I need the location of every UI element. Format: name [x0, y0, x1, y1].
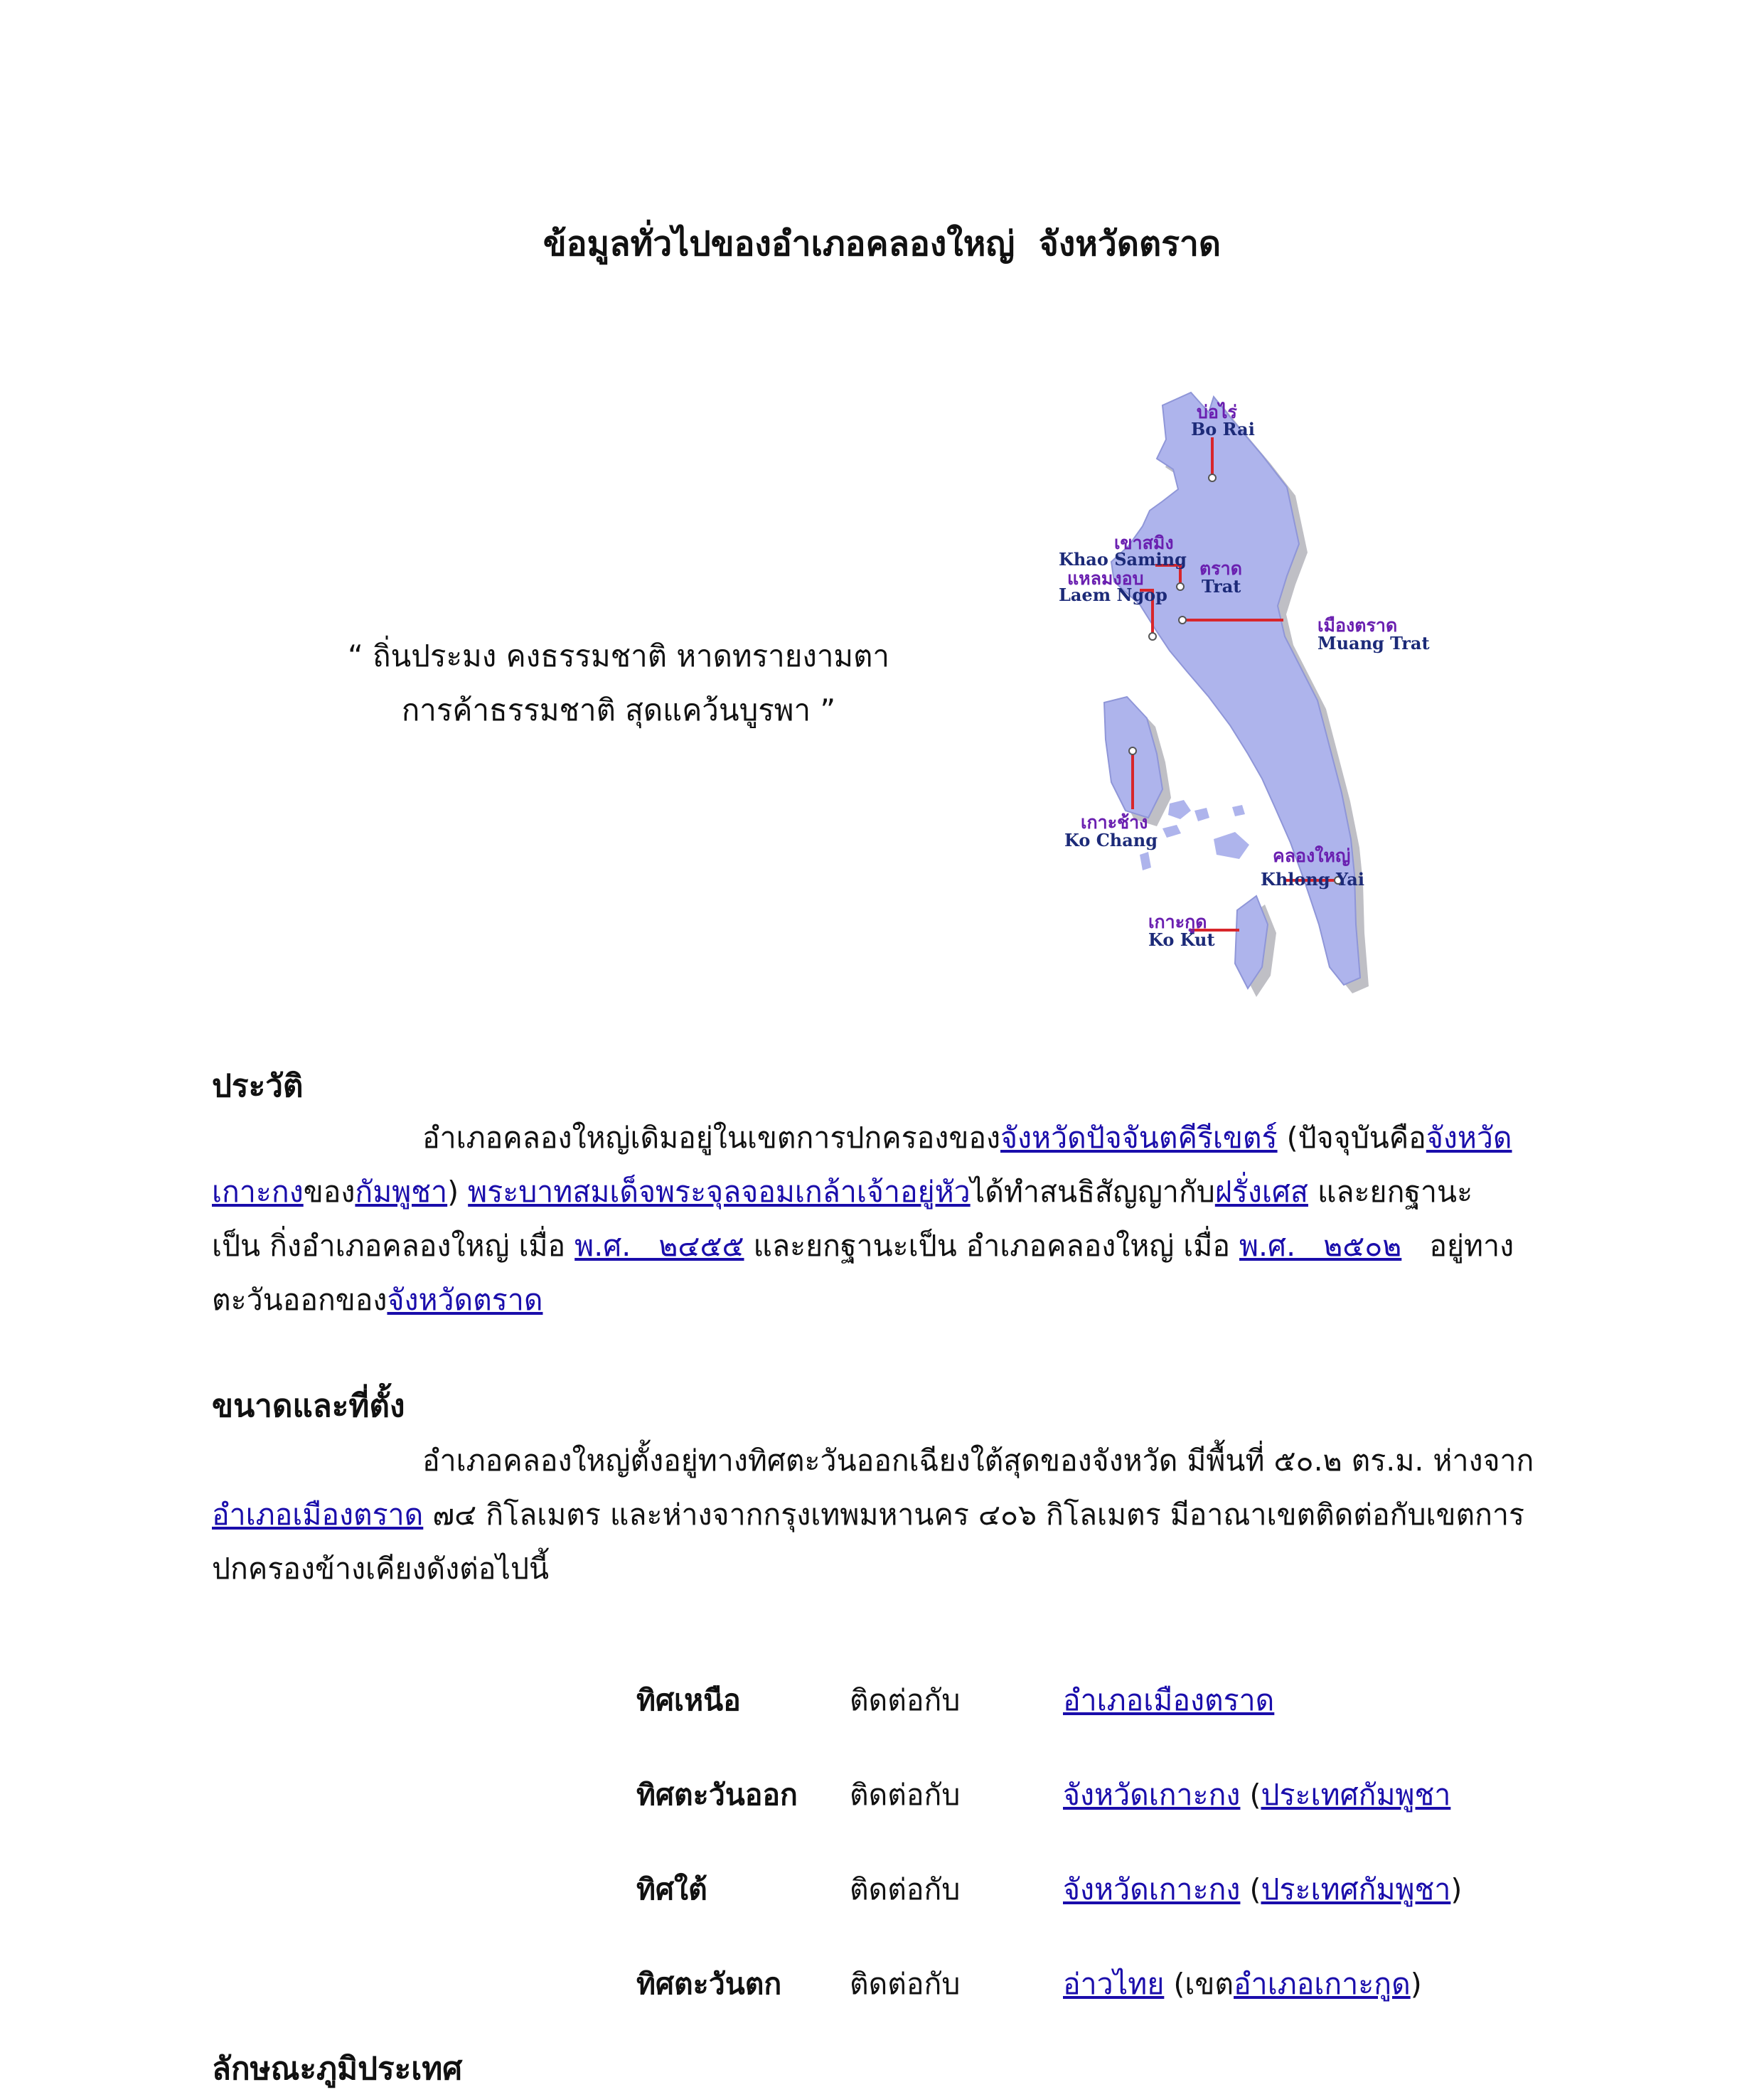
history-text: และยกฐานะเป็น อำเภอคลองใหญ่ เมื่อ [744, 1229, 1239, 1263]
border-row-west [636, 1937, 1561, 2032]
border-neighbor [1063, 1748, 1561, 1842]
ko-kut-label-en: Ko Kut [1148, 929, 1215, 950]
history-line-3 [212, 1219, 1550, 1273]
small-island-5 [1232, 805, 1245, 816]
history-text: และยกฐานะ [1308, 1175, 1473, 1209]
khlong-yai-label-en: Khlong Yai [1261, 869, 1364, 890]
link-ko-kut-district[interactable]: อำเภอเกาะกูด [1234, 1967, 1411, 2001]
motto-quote [341, 629, 896, 737]
link-koh-kong-province[interactable]: จังหวัดเกาะกง [1063, 1778, 1241, 1812]
size-line-3: ปกครองข้างเคียงดังต่อไปนี้ [212, 1552, 550, 1586]
border-row-north [636, 1653, 1561, 1748]
muang-trat-label-th: เมืองตราด [1317, 615, 1398, 636]
bo-rai-label-en: Bo Rai [1191, 419, 1255, 439]
borders-table [636, 1653, 1561, 2032]
border-separator: ( [1240, 1872, 1261, 1906]
border-relation: ติดต่อกับ [850, 1778, 961, 1812]
motto-line-2: การค้าธรรมชาติ สุดแคว้นบูรพา ” [401, 693, 836, 727]
page-title: ข้อมูลทั่วไปของอำเภอคลองใหญ่ จังหวัดตราด [542, 224, 1222, 264]
border-neighbor [1063, 1842, 1561, 1937]
border-relation: ติดต่อกับ [850, 1967, 961, 2001]
ko-chang-dot [1129, 747, 1136, 754]
map-land [1104, 393, 1360, 988]
ko-chang-label-en: Ko Chang [1064, 830, 1158, 850]
khlong-yai-label-th: คลองใหญ่ [1273, 845, 1351, 866]
history-text: (ปัจจุบันคือ [1277, 1121, 1426, 1155]
border-direction: ทิศตะวันออก [636, 1778, 798, 1812]
link-mueang-trat-district[interactable]: อำเภอเมืองตราด [1063, 1683, 1275, 1717]
border-direction: ทิศเหนือ [636, 1683, 741, 1717]
size-line-2 [212, 1488, 1550, 1542]
size-text: อำเภอคลองใหญ่ตั้งอยู่ทางทิศตะวันออกเฉียงใต้สุดของจังหวัด มีพื้นที่ ๕๐.๒ ตร.ม. ห่างจาก [422, 1444, 1534, 1478]
link-cambodia[interactable]: ประเทศกัมพูชา [1261, 1778, 1451, 1812]
laem-ngop-label-en: Laem Ngop [1059, 585, 1167, 605]
link-year-2502[interactable]: พ.ศ. ๒๕๐๒ [1239, 1229, 1402, 1263]
size-location-paragraph [212, 1434, 1550, 1596]
border-neighbor [1063, 1937, 1561, 2032]
link-trat-province[interactable]: จังหวัดตราด [387, 1283, 543, 1317]
small-island-2 [1194, 808, 1209, 821]
link-gulf-of-thailand[interactable]: อ่าวไทย [1063, 1967, 1165, 2001]
ko-chang-label-th: เกาะช้าง [1081, 812, 1148, 833]
motto-line-1: “ ถิ่นประมง คงธรรมชาติ หาดทรายงามตา [348, 639, 889, 673]
link-cambodia[interactable]: ประเทศกัมพูชา [1261, 1872, 1451, 1906]
size-location-heading: ขนาดและที่ตั้ง [212, 1388, 405, 1424]
size-text: ๗๔ กิโลเมตร และห่างจากกรุงเทพมหานคร ๔๐๖ กิโลเมตร มีอาณาเขตติดต่อกับเขตการ [423, 1498, 1525, 1532]
ko-kut-label-th: เกาะกูด [1148, 912, 1207, 932]
laem-ngop-label-th: แหลมงอบ [1067, 568, 1144, 589]
history-text: ) [447, 1175, 469, 1209]
khao-saming-dot [1177, 583, 1184, 590]
border-relation: ติดต่อกับ [850, 1872, 961, 1906]
history-line-2 [212, 1165, 1550, 1219]
small-island-3 [1162, 825, 1181, 838]
khao-saming-label-th: เขาสมิง [1114, 533, 1174, 553]
link-koh-kong[interactable]: เกาะกง [212, 1175, 304, 1209]
history-text: ได้ทำสนธิสัญญากับ [970, 1175, 1215, 1209]
history-line-4 [212, 1273, 1550, 1327]
muang-trat-dot [1179, 617, 1186, 624]
small-island-1 [1168, 800, 1191, 819]
border-neighbor [1063, 1653, 1561, 1748]
topography-heading: ลักษณะภูมิประเทศ [212, 2051, 463, 2087]
border-separator: (เขต [1164, 1967, 1234, 2001]
history-text: ของ [303, 1175, 356, 1209]
trat-map-graphic [1049, 384, 1475, 1024]
border-direction: ทิศใต้ [636, 1872, 707, 1906]
link-year-2455[interactable]: พ.ศ. ๒๔๕๕ [574, 1229, 744, 1263]
history-text: อยู่ทาง [1401, 1229, 1514, 1263]
trat-label-en: Trat [1202, 576, 1241, 597]
link-koh-kong-province[interactable]: จังหวัดเกาะกง [1063, 1872, 1241, 1906]
muang-trat-label-en: Muang Trat [1317, 633, 1430, 653]
size-line-1 [212, 1434, 1550, 1488]
history-paragraph [212, 1111, 1550, 1327]
history-line-1 [212, 1111, 1550, 1165]
link-france[interactable]: ฝรั่งเศส [1214, 1175, 1308, 1209]
border-relation: ติดต่อกับ [850, 1683, 961, 1717]
border-close: ) [1450, 1872, 1463, 1906]
link-pachantakhiri-khet[interactable]: จังหวัดปัจจันตคีรีเขตร์ [1000, 1121, 1278, 1155]
border-direction: ทิศตะวันตก [636, 1967, 782, 2001]
link-king-chulalongkorn[interactable]: พระบาทสมเด็จพระจุลจอมเกล้าเจ้าอยู่หัว [468, 1175, 971, 1209]
link-koh-kong-province[interactable]: จังหวัด [1426, 1121, 1512, 1155]
khao-saming-label-en: Khao Saming [1059, 549, 1187, 570]
trat-label-th: ตราด [1199, 558, 1242, 579]
link-mueang-trat-district[interactable]: อำเภอเมืองตราด [212, 1498, 424, 1532]
border-separator: ( [1240, 1778, 1261, 1812]
history-text: ตะวันออกของ [212, 1283, 387, 1317]
trat-province-map [1049, 384, 1475, 1024]
small-island-6 [1140, 852, 1151, 870]
bo-rai-dot [1209, 474, 1216, 481]
link-cambodia[interactable]: กัมพูชา [355, 1175, 448, 1209]
history-text: เป็น กิ่งอำเภอคลองใหญ่ เมื่อ [212, 1229, 575, 1263]
history-heading: ประวัติ [212, 1068, 304, 1104]
border-row-south [636, 1842, 1561, 1937]
small-island-4 [1214, 832, 1249, 859]
border-close: ) [1410, 1967, 1422, 2001]
history-text: อำเภอคลองใหญ่เดิมอยู่ในเขตการปกครองของ [422, 1121, 1000, 1155]
bo-rai-label-th: บ่อไร่ [1197, 402, 1237, 422]
laem-ngop-dot [1149, 633, 1156, 640]
border-row-east [636, 1748, 1561, 1842]
map-mainland [1111, 393, 1360, 985]
